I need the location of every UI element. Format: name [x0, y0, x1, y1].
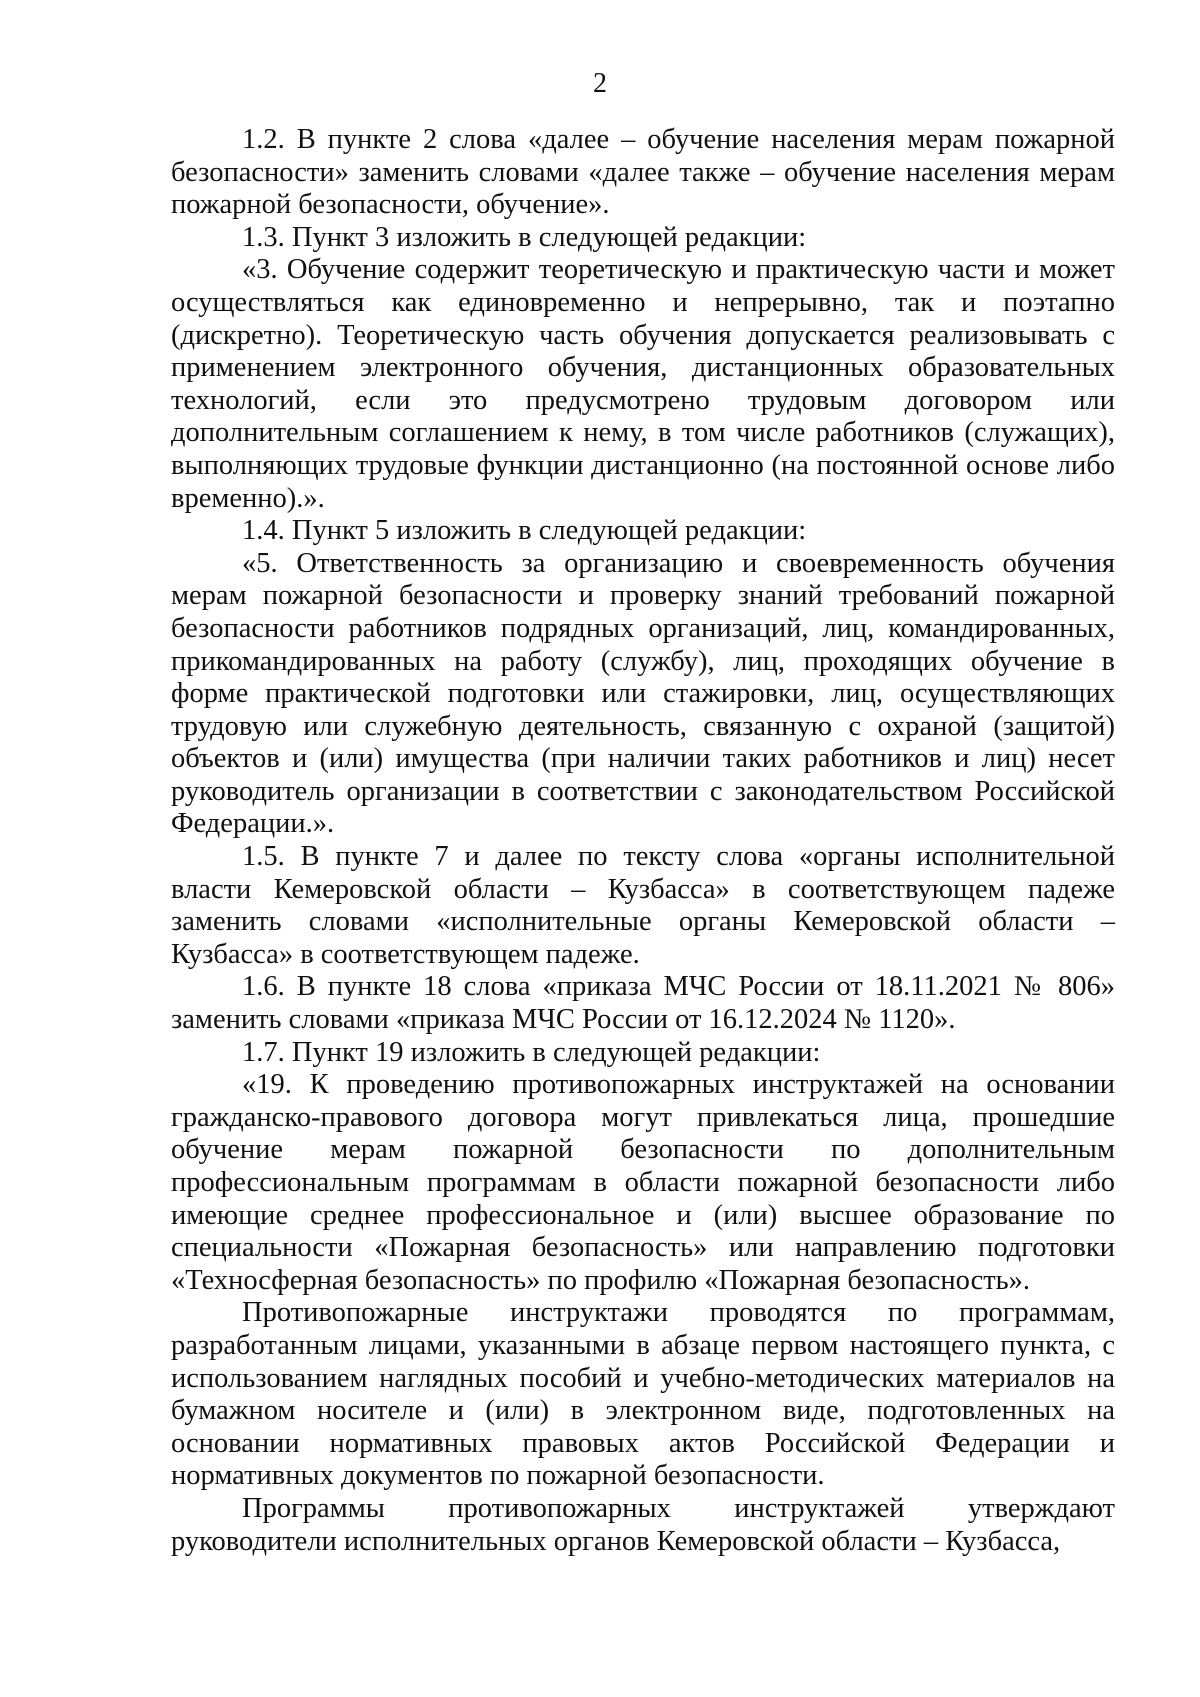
paragraph-item-19-instructions: Противопожарные инструктажи проводятся по программам, разработанным лицами, указанными в абзаце первом настоящего пункта, с использованием наглядных пособий и учебно-методических материалов на бумажном носителе и (или) в электронном виде, подготовленных на основании нормативных правовых актов Российской Федерации и нормативных документов по пожарной безопасности.: [171, 1297, 1115, 1492]
paragraph-1-2: 1.2. В пункте 2 слова «далее – обучение населения мерам пожарной безопасности» заменить словами «далее также – обучение населения мерам пожарной безопасности, обучение».: [171, 124, 1115, 221]
paragraph-1-5: 1.5. В пункте 7 и далее по тексту слова «органы исполнительной власти Кемеровской области – Кузбасса» в соответствующем падеже заменить словами «исполнительные органы Кемеровской области – Кузбасса» в соответствующем падеже.: [171, 841, 1115, 970]
paragraph-item-3-text: «3. Обучение содержит теоретическую и практическую части и может осуществляться как единовременно и непрерывно, так и поэтапно (дискретно). Теоретическую часть обучения допускается реализовывать с применением электронного обучения, дистанционных образовательных технологий, если это предусмотрено трудовым договором или дополнительным соглашением к нему, в том числе работников (служащих), выполняющих трудовые функции дистанционно (на постоянной основе либо временно).».: [171, 254, 1115, 514]
paragraph-1-3: 1.3. Пункт 3 изложить в следующей редакции:: [242, 221, 807, 253]
paragraph-1-6: 1.6. В пункте 18 слова «приказа МЧС России от 18.11.2021 № 806» заменить словами «приказа МЧС России от 16.12.2024 № 1120».: [171, 971, 1115, 1036]
document-body: [171, 124, 1115, 1558]
paragraph-1-4: 1.4. Пункт 5 изложить в следующей редакции:: [242, 515, 807, 547]
paragraph-item-19-programs: Программы противопожарных инструктажей утверждают руководители исполнительных органов Кемеровской области – Кузбасса,: [171, 1492, 1115, 1557]
paragraph-1-7: 1.7. Пункт 19 изложить в следующей редакции:: [242, 1036, 821, 1068]
paragraph-item-5-text: «5. Ответственность за организацию и своевременность обучения мерам пожарной безопасности и проверку знаний требований пожарной безопасности работников подрядных организаций, лиц, командированных, прикомандированных на работу (службу), лиц, проходящих обучение в форме практической подготовки или стажировки, лиц, осуществляющих трудовую или служебную деятельность, связанную с охраной (защитой) объектов и (или) имущества (при наличии таких работников и лиц) несет руководитель организации в соответствии с законодательством Российской Федерации.».: [171, 547, 1115, 840]
page-number: 2: [593, 68, 607, 99]
paragraph-item-19-text: «19. К проведению противопожарных инструктажей на основании гражданско-правового договора могут привлекаться лица, прошедшие обучение мерам пожарной безопасности по дополнительным профессиональным программам в области пожарной безопасности либо имеющие среднее профессиональное и (или) высшее образование по специальности «Пожарная безопасность» или направлению подготовки «Техносферная безопасность» по профилю «Пожарная безопасность».: [171, 1069, 1115, 1296]
